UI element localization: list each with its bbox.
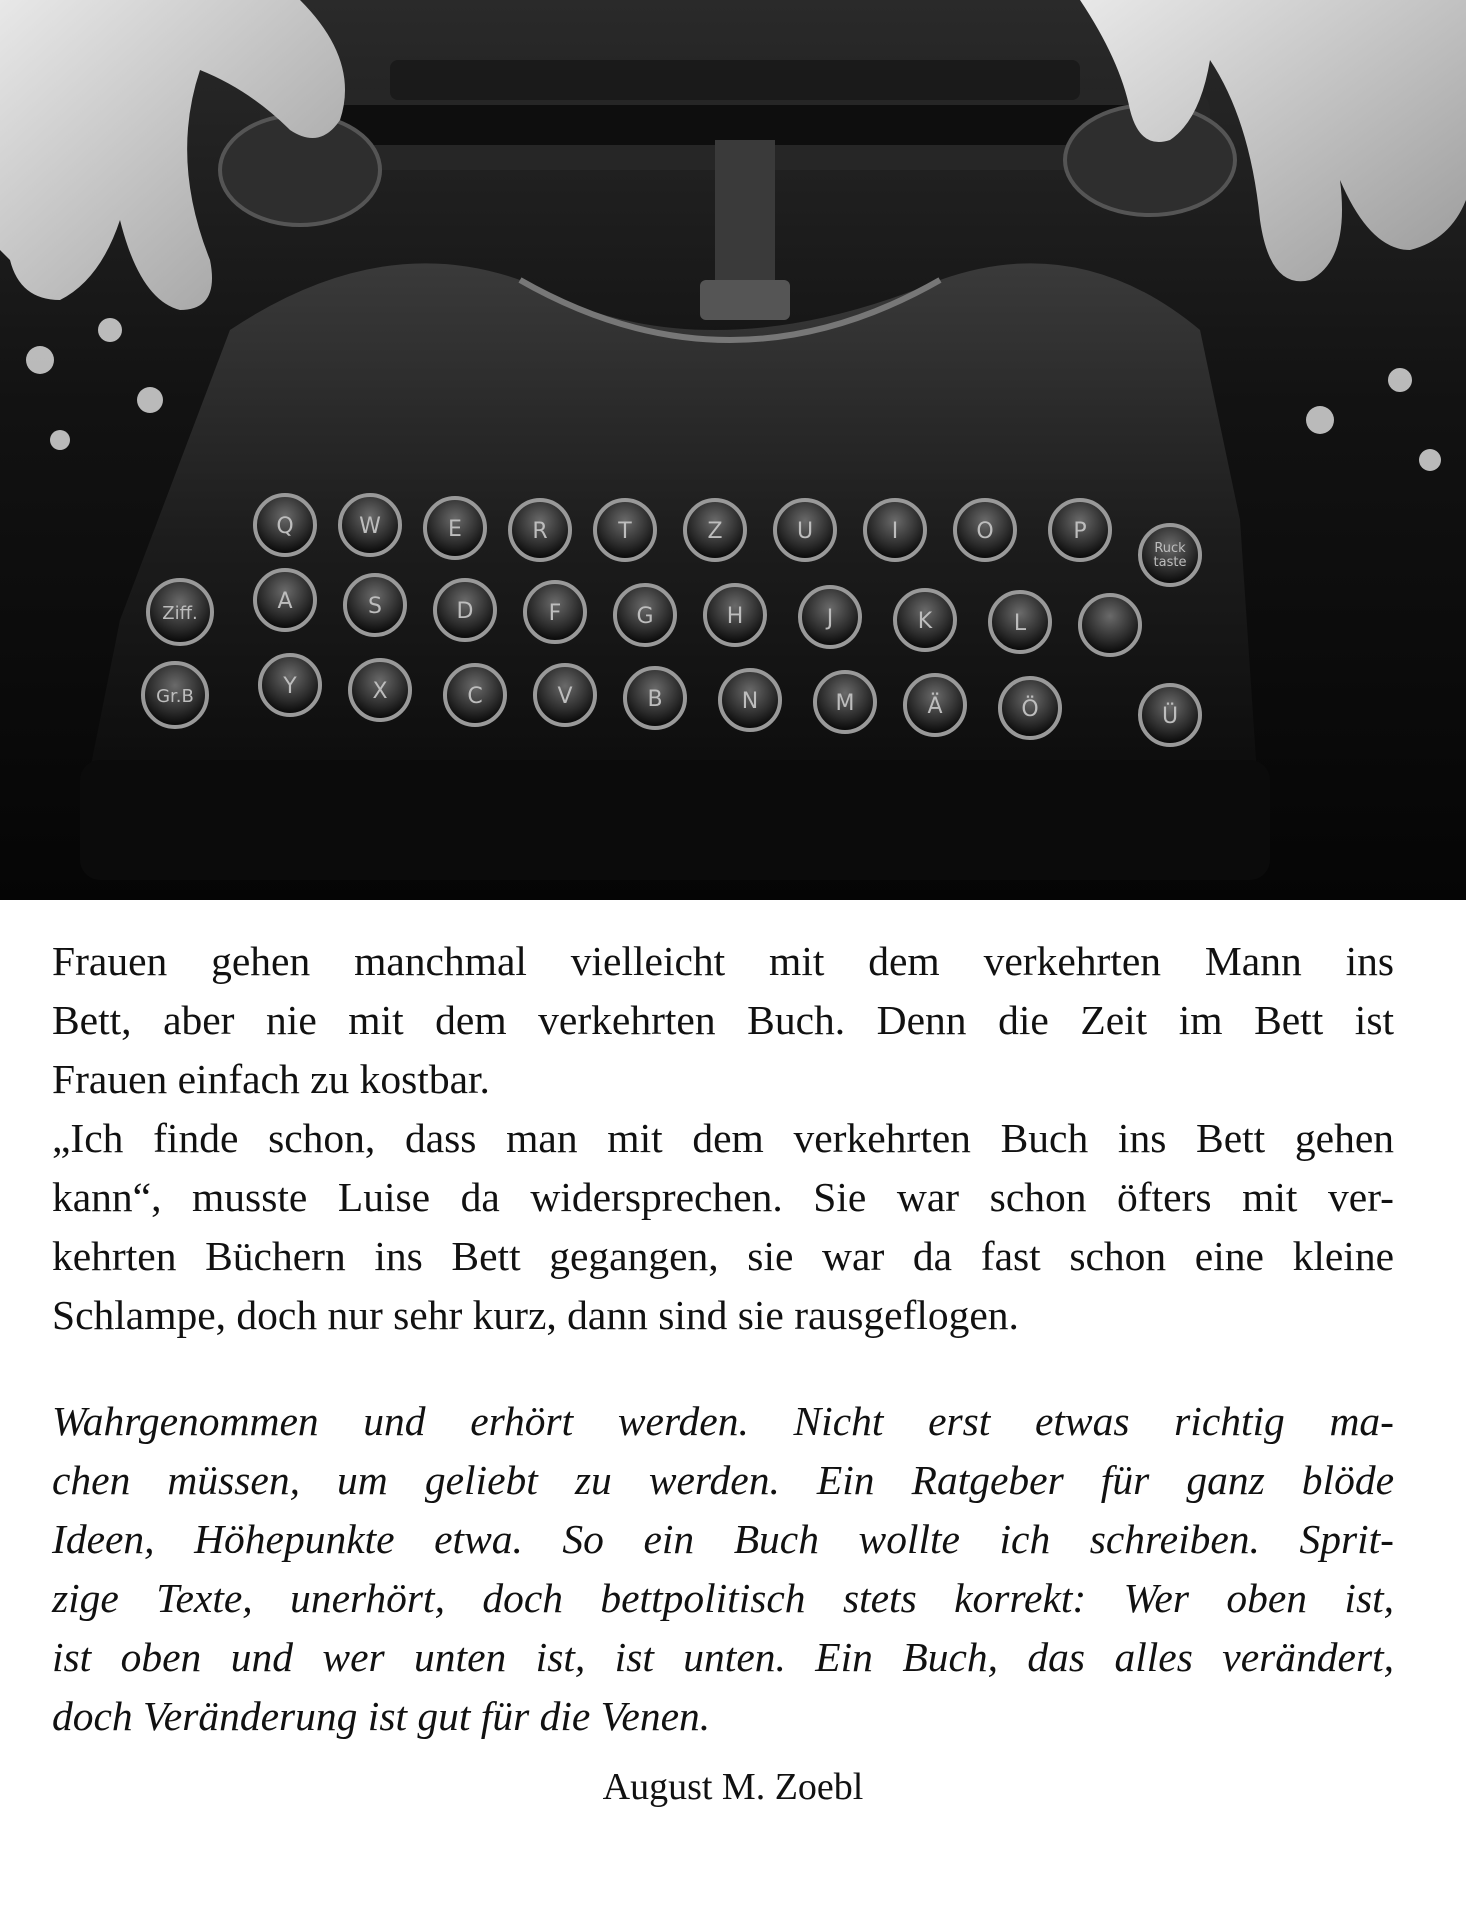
paragraph-1-line-1: Frauen gehen manchmal vielleicht mit dem verkehrten Mann ins [52,938,1394,984]
key-label-h: H [726,604,744,629]
key-label-grb: Gr.B [156,686,194,707]
paragraph-1-line-2: Bett, aber nie mit dem verkehrten Buch. Denn die Zeit im Bett ist [52,997,1394,1043]
key-label-j: J [826,606,834,631]
typewriter-photo [0,0,1466,900]
key-label-b: B [647,687,663,712]
italic-paragraph [52,1392,1394,1746]
paragraph-2 [52,1109,1394,1345]
key-label-f: F [548,601,562,626]
key-label-n: N [741,689,759,714]
key-label-r: R [532,519,548,544]
key-label-o: O [976,519,994,544]
key-label-taste: taste [1153,555,1187,570]
paragraph-2-line-3: kehrten Büchern ins Bett gegangen, sie war da fast schon eine kleine [52,1233,1394,1279]
key-label-t: T [618,519,632,544]
italic-line-2: chen müssen, um geliebt zu werden. Ein Ratgeber für ganz blöde [52,1457,1394,1503]
key-label-c: C [467,684,483,709]
key-label-a: A [277,589,293,614]
key-label-ue: Ü [1161,704,1179,729]
key-label-ruck: Ruck [1154,541,1186,556]
key-label-ae: Ä [927,694,943,719]
key-label-x: X [372,679,388,704]
key-label-e: E [448,517,462,542]
key-label-z: Z [707,519,723,544]
key-label-y: Y [283,674,297,699]
key-label-w: W [359,514,381,539]
key-label-oe: Ö [1021,697,1039,722]
italic-line-4: zige Texte, unerhört, doch bettpolitisch stets korrekt: Wer oben ist, [52,1575,1394,1621]
key-label-g: G [636,604,654,629]
main-text [52,932,1394,1345]
key-label-q: Q [276,514,294,539]
italic-line-5: ist oben und wer unten ist, ist unten. Ein Buch, das alles verändert, [52,1634,1394,1680]
italic-line-3: Ideen, Höhepunkte etwa. So ein Buch wollte ich schreiben. Sprit- [52,1516,1394,1562]
key-label-i: I [891,519,899,544]
key-label-s: S [368,594,382,619]
key-label-p: P [1073,519,1087,544]
key-label-u: U [796,519,814,544]
key-label-m: M [835,691,855,716]
key-label-ziff: Ziff. [162,603,198,624]
typewriter-illustration [0,0,1466,900]
key-label-v: V [557,684,573,709]
italic-line-6: doch Veränderung ist gut für die Venen. [52,1693,711,1739]
paragraph-2-line-2: kann“, musste Luise da widersprechen. Sie war schon öfters mit ver- [52,1174,1394,1220]
italic-text [52,1392,1394,1746]
key-label-l: L [1013,611,1027,636]
author-name: August M. Zoebl [602,1766,864,1808]
paragraph-1-line-3: Frauen einfach zu kostbar. [52,1056,490,1102]
key-label-k: K [917,609,933,634]
key-label-d: D [456,599,474,624]
paragraph-2-line-4: Schlampe, doch nur sehr kurz, dann sind sie rausgeflogen. [52,1292,1019,1338]
italic-line-1: Wahrgenommen und erhört werden. Nicht erst etwas richtig ma- [52,1398,1394,1444]
paragraph-2-line-1: „Ich finde schon, dass man mit dem verkehrten Buch ins Bett gehen [52,1115,1394,1161]
paragraph-1 [52,932,1394,1109]
